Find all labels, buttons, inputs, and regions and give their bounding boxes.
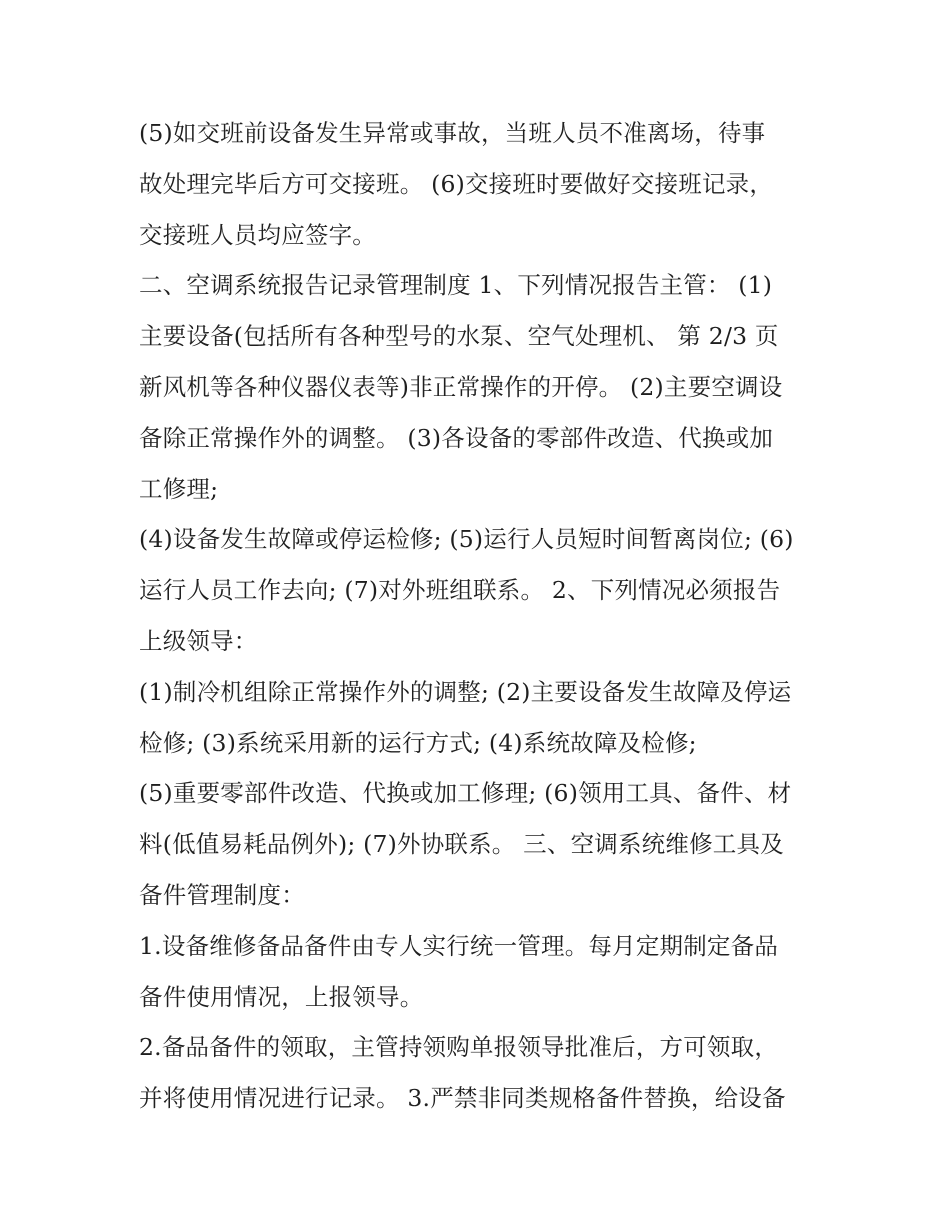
text-line: 并将使用情况进行记录。 3.严禁非同类规格备件替换，给设备	[139, 1084, 786, 1113]
text-line: 备件管理制度：	[139, 880, 305, 909]
text-line: (5)重要零部件改造、代换或加工修理; (6)领用工具、备件、材	[139, 779, 792, 808]
text-line: 1.设备维修备品备件由专人实行统一管理。每月定期制定备品	[139, 931, 779, 960]
text-line: (5)如交班前设备发生异常或事故，当班人员不准离场，待事	[139, 119, 766, 147]
text-line: 主要设备(包括所有各种型号的水泵、空气处理机、 第 2/3 页	[139, 322, 779, 351]
text-line: 新风机等各种仪器仪表等)非正常操作的开停。 (2)主要空调设	[139, 372, 783, 401]
text-line: 备除正常操作外的调整。 (3)各设备的零部件改造、代换或加	[139, 423, 774, 452]
text-line: 交接班人员均应签字。	[139, 220, 376, 249]
text-line: 工修理;	[139, 474, 219, 503]
text-line: 运行人员工作去向; (7)对外班组联系。 2、下列情况必须报告	[139, 576, 781, 605]
text-line: (4)设备发生故障或停运检修; (5)运行人员短时间暂离岗位; (6)	[139, 525, 794, 554]
text-line: 检修; (3)系统采用新的运行方式; (4)系统故障及检修;	[139, 728, 697, 757]
text-line: 上级领导：	[139, 626, 258, 655]
text-line: 料(低值易耗品例外); (7)外协联系。 三、空调系统维修工具及	[139, 830, 784, 859]
text-line: 故处理完毕后方可交接班。 (6)交接班时要做好交接班记录，	[139, 169, 774, 198]
text-line: (1)制冷机组除正常操作外的调整; (2)主要设备发生故障及停运	[139, 677, 792, 706]
text-line: 2.备品备件的领取，主管持领购单报领导批准后，方可领取，	[139, 1033, 779, 1062]
document-body	[139, 108, 819, 1124]
text-line: 二、空调系统报告记录管理制度 1、下列情况报告主管： (1)	[139, 271, 773, 300]
text-line: 备件使用情况，上报领导。	[139, 982, 424, 1011]
